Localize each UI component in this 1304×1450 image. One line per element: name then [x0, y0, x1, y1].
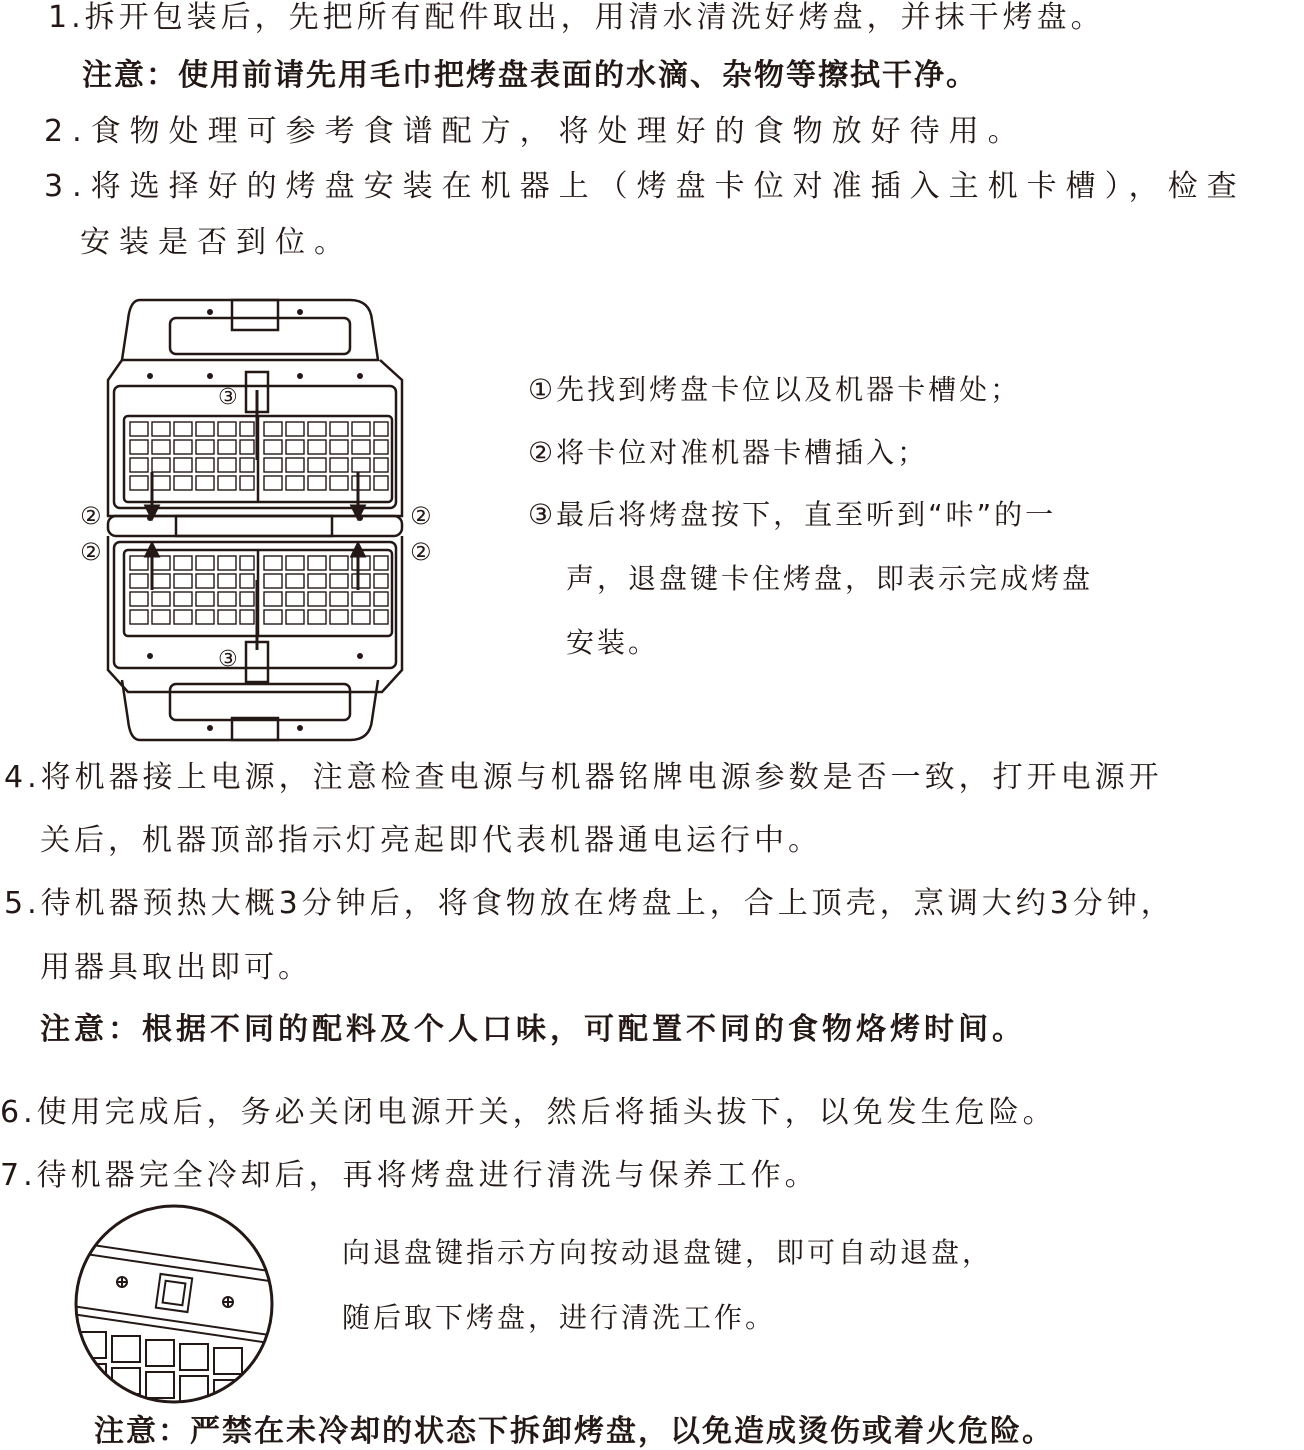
- marker-2-upper-right: ②: [410, 502, 435, 530]
- step-3-line-1: 3.将选择好的烤盘安装在机器上（烤盘卡位对准插入主机卡槽），检查: [44, 169, 1246, 204]
- marker-3-top: ③: [218, 385, 241, 410]
- step-2-text: 2.食物处理可参考食谱配方，将处理好的食物放好待用。: [44, 114, 1027, 149]
- marker-2-lower-left: ②: [80, 538, 105, 566]
- install-caption-3-line-1: ③最后将烤盘按下，直至听到“咔”的一: [528, 498, 1057, 531]
- step-5-line-2: 用器具取出即可。: [40, 950, 312, 985]
- step-7-text: 7.待机器完全冷却后，再将烤盘进行清洗与保养工作。: [0, 1158, 819, 1193]
- step-6-text: 6.使用完成后，务必关闭电源开关，然后将插头拔下，以免发生危险。: [0, 1095, 1057, 1130]
- note-3-text: 注意：严禁在未冷却的状态下拆卸烤盘，以免造成烫伤或着火危险。: [94, 1414, 1054, 1449]
- install-caption-3-line-2: 声，退盘键卡住烤盘，即表示完成烤盘: [566, 562, 1094, 595]
- step-4-line-2: 关后，机器顶部指示灯亮起即代表机器通电运行中。: [40, 823, 822, 858]
- marker-2-upper-left: ②: [80, 502, 105, 530]
- install-caption-1: ①先找到烤盘卡位以及机器卡槽处；: [528, 373, 1022, 406]
- note-2-text: 注意：根据不同的配料及个人口味，可配置不同的食物烙烤时间。: [40, 1012, 1026, 1047]
- release-key-closeup: [72, 1202, 276, 1406]
- install-caption-3-line-3: 安装。: [566, 626, 660, 659]
- waffle-maker-diagram: [60, 290, 450, 750]
- note-1-text: 注意：使用前请先用毛巾把烤盘表面的水滴、杂物等擦拭干净。: [82, 58, 978, 93]
- step-5-line-1: 5.待机器预热大概3分钟后，将食物放在烤盘上，合上顶壳，烹调大约3分钟，: [4, 886, 1175, 921]
- release-caption-line-2: 随后取下烤盘，进行清洗工作。: [342, 1301, 777, 1334]
- step-1-text: 1.拆开包装后，先把所有配件取出，用清水清洗好烤盘，并抹干烤盘。: [48, 0, 1105, 35]
- install-caption-2: ②将卡位对准机器卡槽插入；: [528, 436, 929, 469]
- marker-3-bottom: ③: [218, 647, 241, 672]
- step-4-line-1: 4.将机器接上电源，注意检查电源与机器铭牌电源参数是否一致，打开电源开: [4, 760, 1163, 795]
- step-3-line-2: 安装是否到位。: [80, 225, 353, 260]
- release-caption-line-1: 向退盘键指示方向按动退盘键，即可自动退盘，: [342, 1236, 994, 1269]
- marker-2-lower-right: ②: [410, 538, 435, 566]
